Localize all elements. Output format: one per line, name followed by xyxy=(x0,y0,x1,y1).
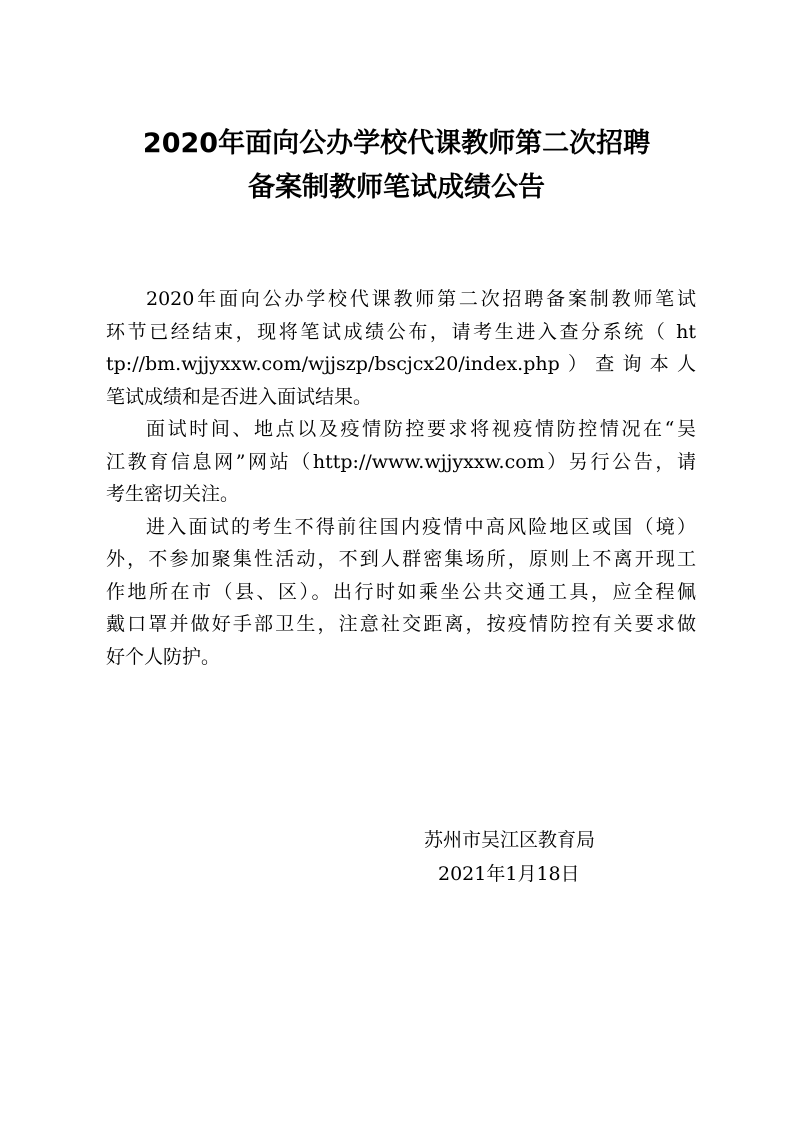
paragraph-line: 作地所在市（县、区）。出行时如乘坐公共交通工具，应全程佩 xyxy=(106,580,696,603)
document-title xyxy=(60,122,733,210)
paragraph-interview-notice xyxy=(106,413,696,511)
paragraph-line: 笔试成绩和是否进入面试结果。 xyxy=(106,385,373,408)
paragraph-score-announcement xyxy=(106,283,696,413)
paragraph-line: 进入面试的考生不得前往国内疫情中高风险地区或国（境） xyxy=(146,515,696,538)
paragraph-epidemic-requirements xyxy=(106,511,696,674)
paragraph-line: 2020年面向公办学校代课教师第二次招聘备案制教师笔试 xyxy=(146,288,696,310)
paragraph-line: 考生密切关注。 xyxy=(106,483,240,505)
paragraph-line: 江教育信息网”网站（http://www.wjjyxxw.com）另行公告，请 xyxy=(106,450,696,473)
title-line-2: 备案制教师笔试成绩公告 xyxy=(248,172,545,203)
paragraph-line: 面试时间、地点以及疫情防控要求将视疫情防控情况在“吴 xyxy=(146,418,696,440)
paragraph-line: 好个人防护。 xyxy=(106,645,221,668)
document-body xyxy=(106,283,696,673)
paragraph-line: 戴口罩并做好手部卫生，注意社交距离，按疫情防控有关要求做 xyxy=(106,613,696,635)
paragraph-line: 外，不参加聚集性活动，不到人群密集场所，原则上不离开现工 xyxy=(106,548,696,570)
issue-date: 2021年1月18日 xyxy=(438,863,580,885)
paragraph-line: 环节已经结束，现将笔试成绩公布，请考生进入查分系统（ ht xyxy=(106,320,696,343)
issuing-department: 苏州市吴江区教育局 xyxy=(424,829,596,851)
signature-block xyxy=(424,823,595,891)
paragraph-line: tp://bm.wjjyxxw.com/wjjszp/bscjcx20/index.php）查询本人 xyxy=(106,353,696,375)
title-line-1: 2020年面向公办学校代课教师第二次招聘 xyxy=(142,128,651,159)
